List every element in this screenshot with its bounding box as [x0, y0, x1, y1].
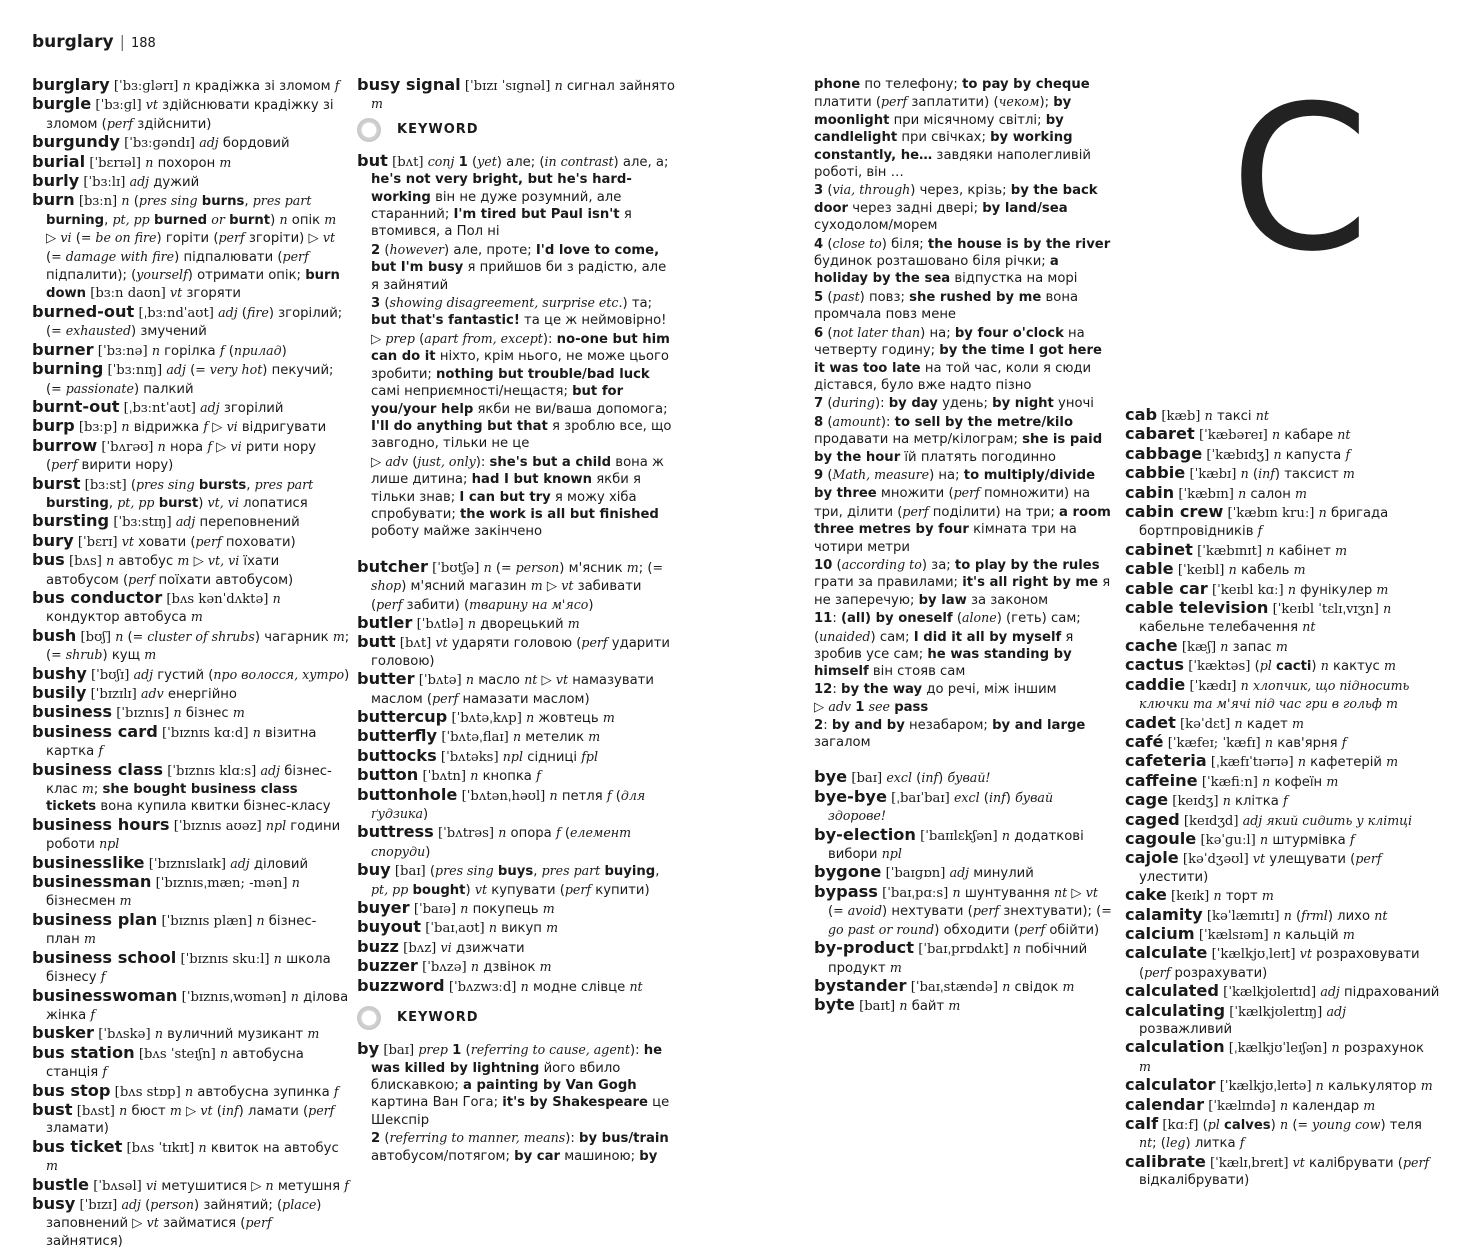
entry-burner: burner [ˈbɜːnə] n горілка f (прилад): [32, 339, 287, 359]
running-head: burglary | 188: [32, 32, 156, 52]
entry-buttocks: buttocks [ˈbʌtəks] npl сідниці fpl: [357, 745, 599, 765]
entry-burst: burst [bɜːst] (pres sing bursts, pres part bursting, pt, pp burst) vt, vi лопатися: [32, 473, 314, 511]
section-letter: C: [1230, 63, 1370, 296]
entry-bursting: bursting [ˈbɜːstɪŋ] adj переповнений: [32, 511, 300, 531]
entry-bushy: bushy [ˈbʊʃɪ] adj густий (про волосся, хутро): [32, 663, 350, 683]
entry-calibrate: calibrate [ˈkælɪˌbreɪt] vt калібрувати (perf відкалібрувати): [1125, 1151, 1430, 1189]
entry-busy-signal: busy signal [ˈbɪzɪ ˈsɪɡnəl] n сигнал зайнято m: [357, 75, 675, 112]
entry-button: button [ˈbʌtn] n кнопка f: [357, 765, 541, 785]
entry-caffeine: caffeine [ˈkæfiːn] n кофеїн m: [1125, 770, 1339, 790]
column-2: [357, 76, 675, 1165]
entry-calculating: calculating [ˈkælkjʊleɪtɪŋ] adj розважливий: [1125, 1000, 1346, 1037]
entry-burgundy: burgundy [ˈbɜːɡəndɪ] adj бордовий: [32, 132, 290, 152]
entry-bypass: bypass [ˈbaɪˌpɑːs] n шунтування nt ▷ vt (= avoid) нехтувати (perf знехтувати); (= go past or round) обходити (perf обійти): [814, 881, 1112, 938]
entry-cajole: cajole [kəˈdʒəʊl] vt улещувати (perf улестити): [1125, 848, 1382, 885]
entry-buttress: buttress [ˈbʌtrəs] n опора f (елемент споруди): [357, 822, 632, 860]
page-number: 188: [130, 36, 156, 51]
entry-cabaret: cabaret [ˈkæbəreɪ] n кабаре nt: [1125, 424, 1351, 444]
entry-cache: cache [kæʃ] n запас m: [1125, 635, 1288, 655]
entry-bus: bus [bʌs] n автобус m ▷ vt, vi їхати автобусом (perf поїхати автобусом): [32, 550, 294, 588]
entry-cabbie: cabbie [ˈkæbɪ] n (inf) таксист m: [1125, 463, 1355, 483]
entry-burrow: burrow [ˈbʌrəʊ] n нора f ▷ vi рити нору (perf вирити нору): [32, 435, 317, 474]
entry-calamity: calamity [kəˈlæmɪtɪ] n (frml) лихо nt: [1125, 904, 1388, 924]
entry-cactus: cactus [ˈkæktəs] (pl cacti) n кактус m: [1125, 655, 1396, 675]
entry-cafe: café [ˈkæfeɪ; ˈkæfɪ] n кав'ярня f: [1125, 731, 1347, 751]
entry-calendar: calendar [ˈkælɪndə] n календар m: [1125, 1094, 1376, 1114]
entry-by-continued: phone по телефону; to pay by cheque платити (perf заплатити) (чеком); by moonlight при місячному світлі; by candlelight при свічках; by working constantly, he… завдяки наполегливій роботі, він … 3 (via, through) через, крізь; by the back door через задні двері; by land/sea суходолом/морем 4 (close to) біля; the house is by the river будинок розташовано біля річки; a holiday by the sea відпустка на морі 5 (past) повз; she rushed by me вона промчала повз мене 6 (not later than) на; by four o'clock на четверту годину; by the time I got here it was too late на той час, коли я сюди дістався, було вже надто пізно 7 (during): by day удень; by night уночі 8 (amount): to sell by the metre/kilo продавати на метр/кілограм; she is paid by the hour їй платять погодинно 9 (Math, measure) на; to multiply/divide by three множити (perf помножити) на три, ділити (perf поділити) на три; a room three metres by four кімната три на чотири метри 10 (according to) за; to play by the rules грати за правилами; it's all right by me я не заперечую; by law за законом 11: (all) by oneself (alone) (геть) сам; (unaided) сам; I did it all by myself я зробив усе сам; he was standing by himself він стояв сам 12: by the way до речі, між іншим ▷ adv 1 see pass 2: by and by незабаром; by and large загалом: [814, 77, 1111, 751]
entry-buy: buy [baɪ] (pres sing buys, pres part buying, pt, pp bought) vt купувати (perf купити): [357, 860, 660, 898]
entry-calculator: calculator [ˈkælkjʊˌleɪtə] n калькулятор m: [1125, 1075, 1433, 1095]
entry-cage: cage [keɪdʒ] n клітка f: [1125, 790, 1288, 810]
entry-business: business [ˈbɪznɪs] n бізнес m: [32, 702, 245, 722]
keyword-label: KEYWORD: [397, 1010, 479, 1026]
entry-caddie: caddie [ˈkædɪ] n хлопчик, що підносить ключки та м'ячі під час гри в гольф m: [1125, 674, 1410, 712]
keyword-marker-by: [357, 1006, 675, 1030]
entry-cable-television: cable television [ˈkeɪbl ˈtɛlɪˌvɪʒn] n кабельне телебачення nt: [1125, 598, 1392, 636]
keyword-label: KEYWORD: [397, 122, 479, 138]
entry-butcher: butcher [ˈbʊtʃə] n (= person) м'ясник m; (= shop) м'ясний магазин m ▷ vt забивати (perf забити) (тварину на м'ясо): [357, 556, 664, 613]
entry-burnt-out: burnt-out [ˌbɜːntˈaʊt] adj згорілий: [32, 396, 284, 416]
entry-caged: caged [keɪdʒd] adj який сидить у клітці: [1125, 809, 1412, 829]
entry-bye-bye: bye-bye [ˌbaɪˈbaɪ] excl (inf) бувай здорове!: [814, 786, 1054, 824]
entry-bustle: bustle [ˈbʌsəl] vi метушитися ▷ n метушня f: [32, 1174, 349, 1194]
entry-bygone: bygone [ˈbaɪɡɒn] adj минулий: [814, 862, 1034, 882]
entry-calculation: calculation [ˌkælkjʊˈleɪʃən] n розрахунок m: [1125, 1037, 1425, 1074]
entry-calf: calf [kɑːf] (pl calves) n (= young cow) теля nt; (leg) литка f: [1125, 1114, 1422, 1152]
entry-buzzword: buzzword [ˈbʌzwɜːd] n модне слівце nt: [357, 975, 643, 995]
entry-but: but [bʌt] conj 1 (yet) але; (in contrast) але, а; he's not very bright, but he's hard-working він не дуже розумний, але старанний; I'm tired but Paul isn't я втомився, а Пол ні 2 (however) але, проте; I'd love to come, but I'm busy я прийшов би з радістю, але я зайнятий 3 (showing disagreement, surprise etc.) та; but that's fantastic! та це ж неймовірно! ▷ prep (apart from, except): no-one but him can do it ніхто, крім нього, не може цього зробити; nothing but trouble/bad luck самі неприємності/нещастя; but for you/your help якби не ви/ваша допомога; I'll do anything but that я зроблю все, що завгодно, тільки не це ▷ adv (just, only): she's but a child вона ж лише дитина; had I but known якби я тільки знав; I can but try я можу хіба спробувати; the work is all but finished роботу майже закінчено: [357, 150, 672, 540]
entry-business-card: business card [ˈbɪznɪs kɑːd] n візитна картка f: [32, 721, 317, 760]
entry-butter: butter [ˈbʌtə] n масло nt ▷ vt намазувати маслом (perf намазати маслом): [357, 669, 654, 707]
entry-businessman: businessman [ˈbɪznɪsˌmæn; -mən] n бізнесмен m: [32, 872, 300, 910]
column-1: [32, 76, 350, 1250]
entry-bus-stop: bus stop [bʌs stɒp] n автобусна зупинка f: [32, 1080, 339, 1100]
keyword-circle-icon: [357, 1006, 381, 1030]
entry-cabinet: cabinet [ˈkæbɪnɪt] n кабінет m: [1125, 539, 1348, 559]
entry-bystander: bystander [ˈbaɪˌstændə] n свідок m: [814, 975, 1075, 995]
entry-by-election: by-election [ˈbaɪɪlɛkʃən] n додаткові вибори npl: [814, 824, 1084, 863]
entry-buttercup: buttercup [ˈbʌtəˌkʌp] n жовтець m: [357, 707, 615, 726]
column-4: [1125, 406, 1440, 1190]
entry-business-plan: business plan [ˈbɪznɪs plæn] n бізнес-план m: [32, 909, 317, 948]
entry-bus-conductor: bus conductor [bʌs kənˈdʌktə] n кондуктор автобуса m: [32, 587, 281, 626]
entry-business-class: business class [ˈbɪznɪs klɑːs] adj бізнес-клас m; she bought business class tickets вона купила квитки бізнес-класу: [32, 759, 332, 815]
entry-by: by [baɪ] prep 1 (referring to cause, agent): he was killed by lightning його вбило блискавкою; a painting by Van Gogh картина Ван Гога; it's by Shakespeare це Шекспір 2 (referring to manner, means): by bus/train автобусом/потягом; by car машиною; by: [357, 1039, 670, 1164]
entry-butt: butt [bʌt] vt ударяти головою (perf ударити головою): [357, 632, 670, 669]
entry-buzzer: buzzer [ˈbʌzə] n дзвінок m: [357, 956, 552, 976]
entry-buzz: buzz [bʌz] vi дзижчати: [357, 936, 525, 956]
entry-burial: burial [ˈbɛrɪəl] n похорон m: [32, 151, 232, 171]
entry-butterfly: butterfly [ˈbʌtəˌflaɪ] n метелик m: [357, 726, 601, 746]
entry-burgle: burgle [ˈbɜːɡl] vt здійснювати крадіжку зі зломом (perf здійснити): [32, 94, 334, 132]
entry-byte: byte [baɪt] n байт m: [814, 995, 961, 1015]
entry-by-product: by-product [ˈbaɪˌprɒdʌkt] n побічний продукт m: [814, 938, 1088, 976]
entry-business-hours: business hours [ˈbɪznɪs aʊəz] npl години роботи npl: [32, 814, 341, 853]
entry-burn: burn [bɜːn] n (pres sing burns, pres part burning, pt, pp burned or burnt) n опік m ▷ vi (= be on fire) горіти (perf згоріти) ▷ vt (= damage with fire) підпалювати (perf підпалити); (yourself) отримати опік; burn down [bɜːn daʊn] vt згоряти: [32, 190, 340, 302]
entry-bye: bye [baɪ] excl (inf) бувай!: [814, 767, 991, 787]
entry-burned-out: burned-out [ˌbɜːndˈaʊt] adj (fire) згорілий; (= exhausted) змучений: [32, 301, 343, 340]
entry-calcium: calcium [ˈkælsɪəm] n кальцій m: [1125, 923, 1355, 943]
column-3: [814, 76, 1114, 1016]
entry-buttonhole: buttonhole [ˈbʌtənˌhəʊl] n петля f (для ґудзика): [357, 784, 646, 823]
entry-cabbage: cabbage [ˈkæbɪdʒ] n капуста f: [1125, 443, 1351, 463]
entry-buyer: buyer [ˈbaɪə] n покупець m: [357, 898, 555, 918]
entry-cadet: cadet [kəˈdɛt] n кадет m: [1125, 712, 1304, 732]
entry-cafeteria: cafeteria [ˌkæfɪˈtɪərɪə] n кафетерій m: [1125, 751, 1399, 771]
entry-bust: bust [bʌst] n бюст m ▷ vt (inf) ламати (perf зламати): [32, 1099, 335, 1137]
entry-burglary: burglary [ˈbɜːɡlərɪ] n крадіжка зі зломом f: [32, 75, 340, 94]
entry-bus-station: bus station [bʌs ˈsteɪʃn] n автобусна станція f: [32, 1042, 304, 1081]
entry-burning: burning [ˈbɜːnɪŋ] adj (= very hot) пекучий; (= passionate) палкий: [32, 359, 334, 397]
entry-burly: burly [ˈbɜːlɪ] adj дужий: [32, 171, 200, 191]
entry-businesswoman: businesswoman [ˈbɪznɪsˌwʊmən] n ділова жінка f: [32, 985, 349, 1023]
entry-business-school: business school [ˈbɪznɪs skuːl] n школа бізнесу f: [32, 947, 331, 986]
entry-buyout: buyout [ˈbaɪˌaʊt] n викуп m: [357, 917, 559, 937]
keyword-circle-icon: [357, 118, 381, 142]
entry-burp: burp [bɜːp] n відрижка f ▷ vi відригувати: [32, 416, 327, 436]
entry-cable-car: cable car [ˈkeɪbl kɑː] n фунікулер m: [1125, 578, 1389, 598]
running-head-word: burglary: [32, 32, 114, 52]
keyword-marker-but: [357, 118, 675, 142]
entry-cabin-crew: cabin crew [ˈkæbɪn kruː] n бригада бортпровідників f: [1125, 502, 1389, 540]
entry-calculated: calculated [ˈkælkjʊleɪtɪd] adj підрахований: [1125, 981, 1440, 1001]
entry-busy: busy [ˈbɪzɪ] adj (person) зайнятий; (place) заповнений ▷ vt займатися (perf зайнятися): [32, 1193, 322, 1249]
entry-businesslike: businesslike [ˈbɪznɪslaɪk] adj діловий: [32, 852, 309, 872]
entry-busker: busker [ˈbʌskə] n вуличний музикант m: [32, 1023, 320, 1043]
entry-bus-ticket: bus ticket [bʌs ˈtɪkɪt] n квиток на автобус m: [32, 1136, 339, 1174]
entry-cabin: cabin [ˈkæbɪn] n салон m: [1125, 482, 1307, 502]
entry-calculate: calculate [ˈkælkjʊˌleɪt] vt розраховувати (perf розрахувати): [1125, 943, 1420, 981]
entry-cable: cable [ˈkeɪbl] n кабель m: [1125, 559, 1306, 579]
entry-bush: bush [bʊʃ] n (= cluster of shrubs) чагарник m; (= shrub) кущ m: [32, 625, 350, 664]
entry-busily: busily [ˈbɪzɪlɪ] adv енергійно: [32, 683, 237, 702]
entry-bury: bury [ˈbɛrɪ] vt ховати (perf поховати): [32, 530, 296, 550]
entry-cagoule: cagoule [kəˈɡuːl] n штурмівка f: [1125, 828, 1355, 848]
entry-butler: butler [ˈbʌtlə] n дворецький m: [357, 612, 580, 632]
entry-cake: cake [keɪk] n торт m: [1125, 885, 1274, 905]
entry-cab: cab [kæb] n таксі nt: [1125, 405, 1269, 424]
